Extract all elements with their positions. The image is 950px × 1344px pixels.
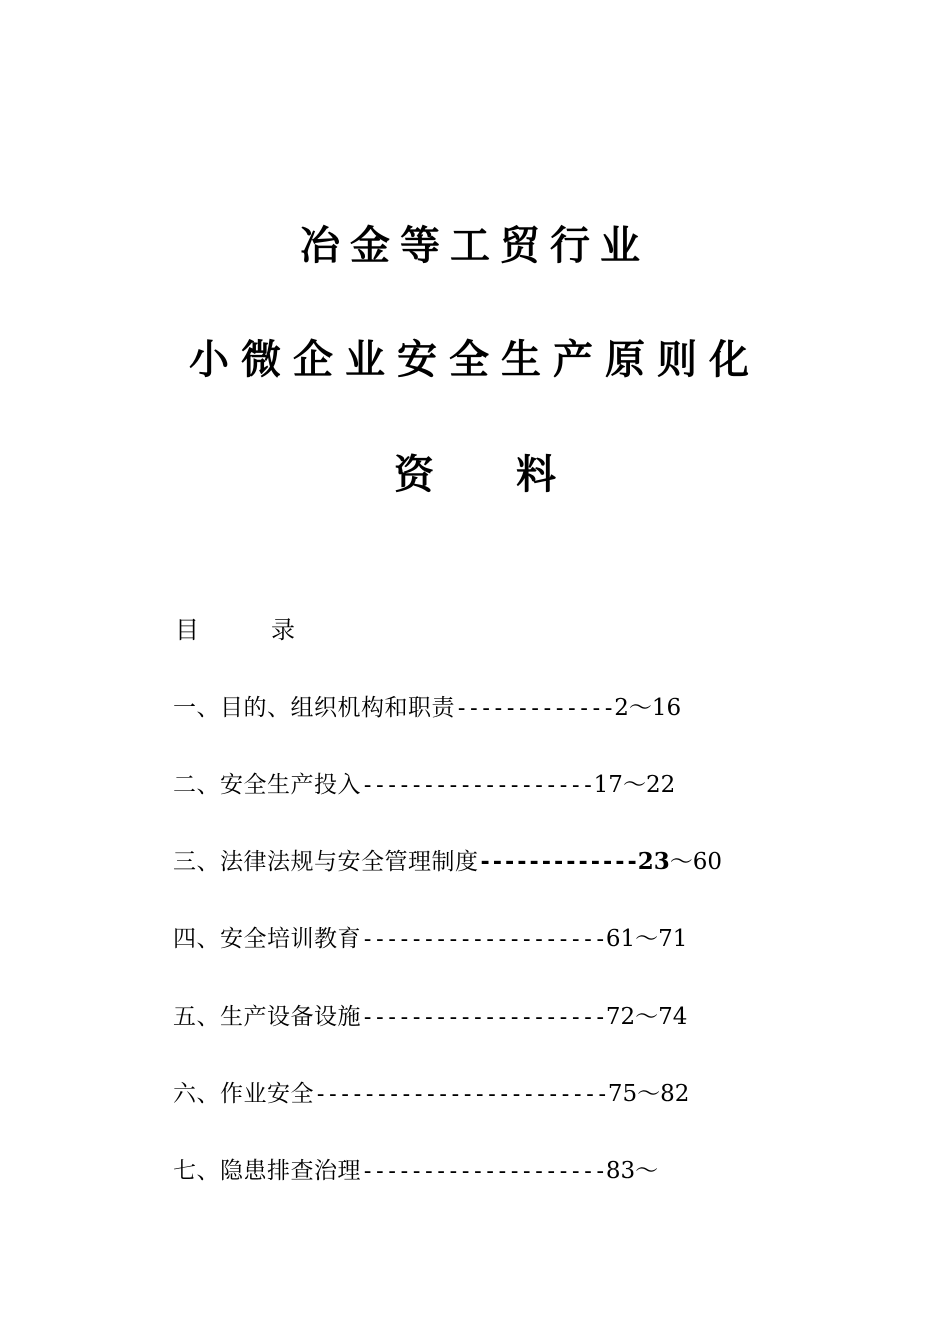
toc-entry-leader: ------------- (455, 696, 615, 721)
toc-entry-leader: ------------------------ (314, 1082, 608, 1107)
toc-entry-pages: 75～82 (607, 1081, 690, 1107)
toc-entry-1 (173, 692, 681, 725)
toc-heading-mu: 目 (175, 616, 199, 644)
toc-entry-pages: 83～ (605, 1158, 659, 1184)
document-title-line-2: 小微企业安全生产原则化 (189, 337, 761, 383)
document-title-line-3 (0, 451, 950, 499)
toc-entry-label: 二、安全生产投入 (173, 772, 361, 798)
toc-entry-7 (173, 1155, 658, 1188)
toc-entry-leader: -------------------- (361, 927, 606, 952)
toc-heading-lu: 录 (271, 616, 295, 644)
toc-entry-leader: -------------------- (361, 1159, 606, 1184)
toc-entry-pages: 17～22 (593, 772, 676, 798)
toc-entry-6 (173, 1078, 689, 1111)
toc-entry-pages: 2～16 (614, 695, 682, 721)
toc-entry-pages: 72～74 (605, 1004, 688, 1030)
toc-entry-label: 三、法律法规与安全管理制度 (173, 849, 479, 875)
toc-entry-5 (173, 1001, 687, 1034)
toc-entry-leader: ------------- (478, 850, 638, 875)
document-title-line-1: 冶金等工贸行业 (300, 223, 650, 269)
toc-entry-label: 七、隐患排查治理 (173, 1158, 361, 1184)
toc-entry-label: 六、作业安全 (173, 1081, 314, 1107)
toc-heading (175, 614, 295, 646)
toc-entry-pages-end: ～60 (669, 849, 722, 875)
toc-entry-label: 一、目的、组织机构和职责 (173, 695, 455, 721)
toc-entry-label: 四、安全培训教育 (173, 926, 361, 952)
toc-entry-pages: 61～71 (605, 926, 688, 952)
toc-entry-pages-start: 23 (637, 848, 670, 875)
toc-entry-4 (173, 923, 687, 956)
toc-entry-label: 五、生产设备设施 (173, 1004, 361, 1030)
toc-entry-leader: ------------------- (361, 773, 594, 798)
title-char-liao: 料 (516, 452, 556, 498)
toc-entry-leader: -------------------- (361, 1005, 606, 1030)
toc-entry-3 (173, 846, 722, 879)
toc-entry-2 (173, 769, 675, 802)
title-char-zi: 资 (394, 452, 434, 498)
